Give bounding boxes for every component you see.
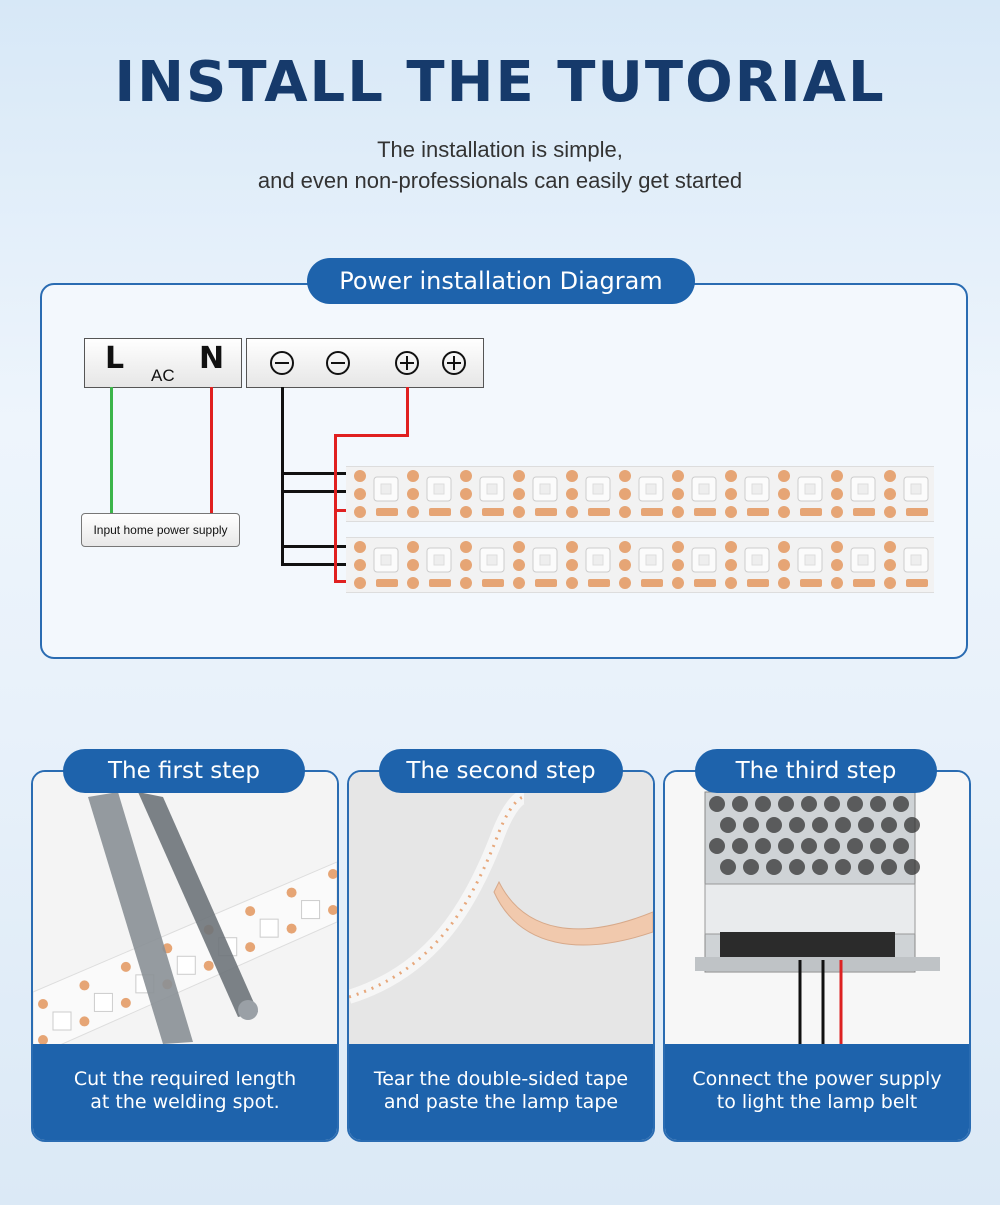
input-power-label: Input home power supply [81, 513, 240, 547]
red-wire [406, 387, 409, 437]
peeling-tape-photo [349, 772, 653, 1044]
black-wire [281, 563, 347, 566]
step-2-caption-line-1: Tear the double-sided tape [373, 1068, 629, 1090]
led-strip-graphic [346, 467, 934, 521]
led-strip [346, 537, 934, 593]
black-wire [281, 490, 347, 493]
scissors-cutting-photo [33, 772, 337, 1044]
step-2-caption [349, 1044, 653, 1140]
step-card-3 [663, 770, 971, 1142]
step-2-label: The second step [379, 749, 623, 793]
green-wire [110, 387, 113, 513]
terminal-l-label: L [105, 341, 125, 376]
minus-terminal-icon [270, 351, 294, 375]
step-1-caption-line-1: Cut the required length [73, 1068, 297, 1090]
black-wire [281, 545, 347, 548]
step-1-label: The first step [63, 749, 305, 793]
step-card-1 [31, 770, 339, 1142]
plus-terminal-icon [395, 351, 419, 375]
step-1-caption-line-2: at the welding spot. [90, 1091, 280, 1113]
step-3-caption [665, 1044, 969, 1140]
subtitle-line-2: and even non-professionals can easily get started [257, 168, 743, 193]
black-wire [281, 387, 284, 566]
black-wire [281, 472, 347, 475]
step-2-caption-line-2: and paste the lamp tape [383, 1091, 619, 1113]
led-strip [346, 466, 934, 522]
led-strip-graphic [346, 538, 934, 592]
terminal-ac-label: AC [151, 366, 175, 385]
page-title: INSTALL THE TUTORIAL [114, 50, 886, 115]
red-wire [334, 434, 337, 582]
diagram-label: Power installation Diagram [307, 258, 695, 304]
red-wire [334, 434, 409, 437]
subtitle-line-1: The installation is simple, [377, 137, 623, 162]
power-supply-photo [665, 772, 969, 1044]
step-1-caption [33, 1044, 337, 1140]
plus-terminal-icon [442, 351, 466, 375]
red-wire [210, 387, 213, 513]
step-3-label: The third step [695, 749, 937, 793]
step-3-caption-line-2: to light the lamp belt [716, 1091, 918, 1113]
terminal-n-label: N [199, 341, 225, 376]
minus-terminal-icon [326, 351, 350, 375]
step-3-caption-line-1: Connect the power supply [692, 1068, 942, 1090]
step-card-2 [347, 770, 655, 1142]
